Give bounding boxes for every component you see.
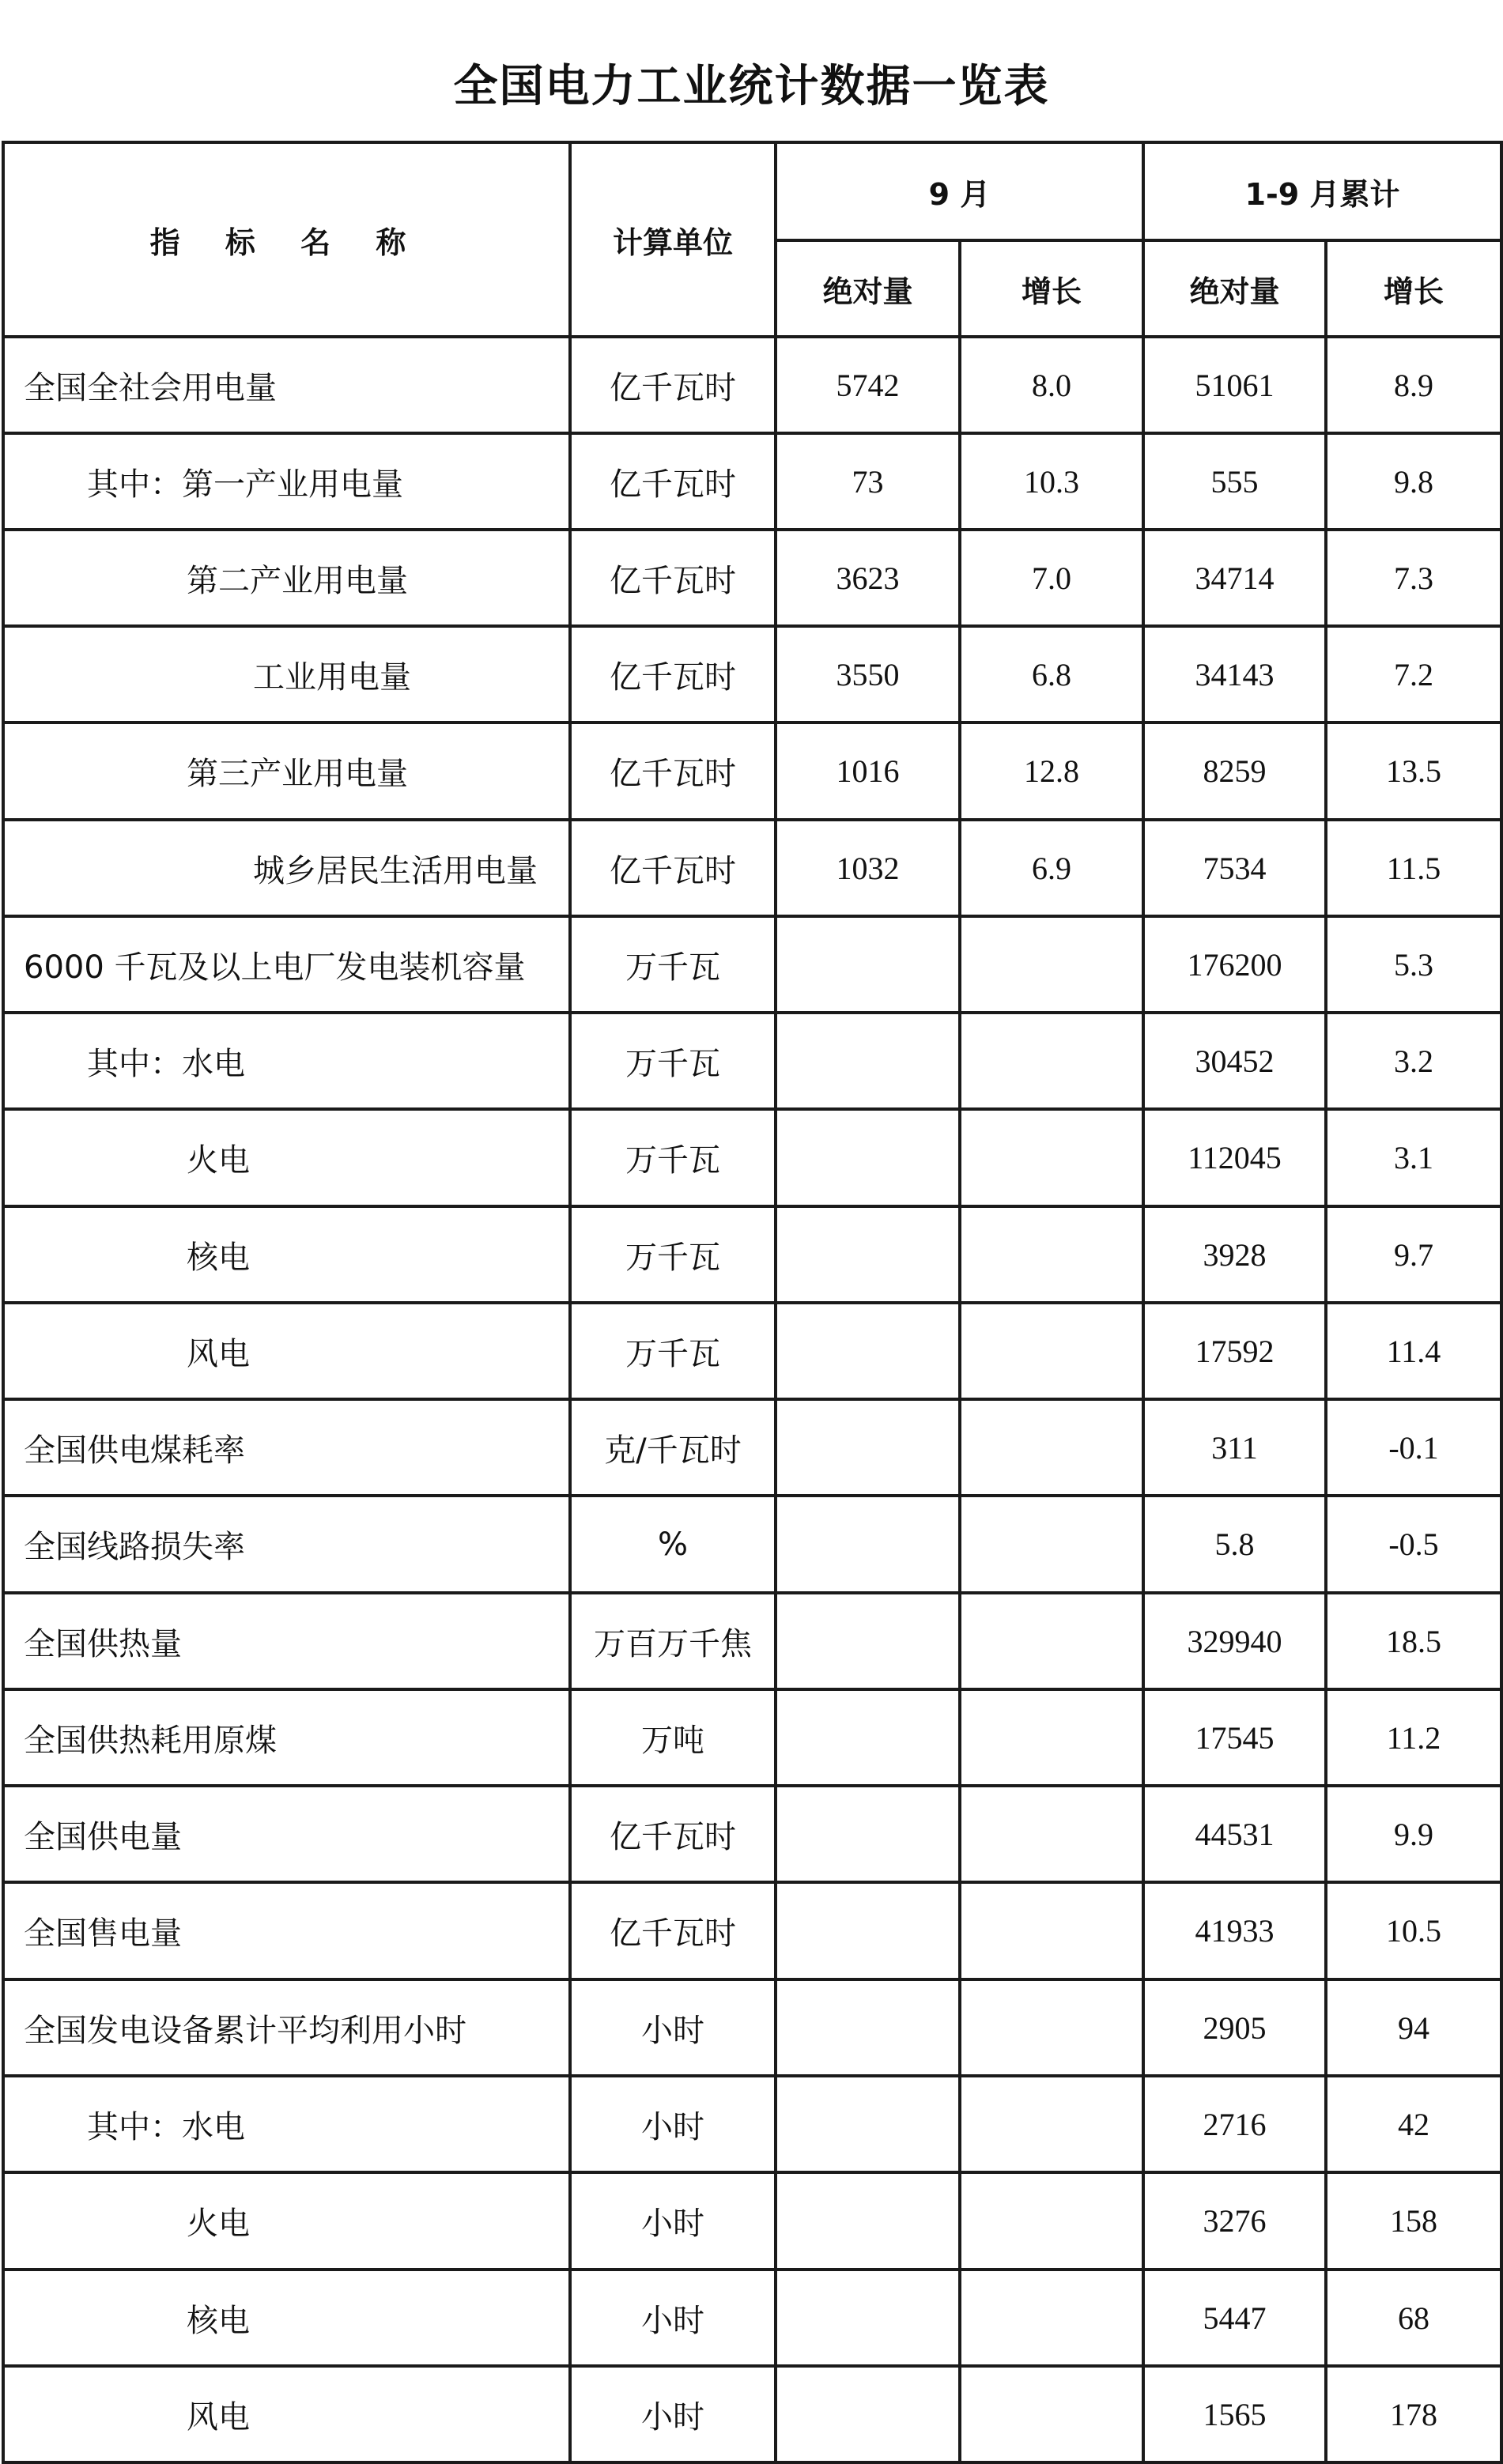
- month-growth-cell: [960, 916, 1143, 1013]
- unit-cell: 亿千瓦时: [570, 433, 776, 530]
- month-absolute-cell: [776, 1593, 960, 1689]
- cumulative-absolute-cell: 34143: [1143, 626, 1326, 723]
- cumulative-growth-cell: 11.5: [1326, 820, 1501, 916]
- month-absolute-cell: [776, 1399, 960, 1496]
- cumulative-growth-cell: -0.1: [1326, 1399, 1501, 1496]
- cumulative-absolute-cell: 112045: [1143, 1109, 1326, 1206]
- table-row: [3, 1496, 1501, 1593]
- unit-cell: 小时: [570, 1979, 776, 2076]
- month-absolute-cell: [776, 2366, 960, 2462]
- table-row: [3, 1689, 1501, 1786]
- month-absolute-cell: 1016: [776, 723, 960, 820]
- month-absolute-cell: [776, 1109, 960, 1206]
- cumulative-growth-cell: 5.3: [1326, 916, 1501, 1013]
- month-absolute-cell: 1032: [776, 820, 960, 916]
- unit-cell: 亿千瓦时: [570, 820, 776, 916]
- table-row: [3, 820, 1501, 916]
- month-growth-cell: [960, 2366, 1143, 2462]
- table-row: [3, 337, 1501, 433]
- cumulative-absolute-cell: 5.8: [1143, 1496, 1326, 1593]
- table-row: [3, 2366, 1501, 2462]
- month-absolute-cell: [776, 1496, 960, 1593]
- cumulative-growth-cell: 9.7: [1326, 1206, 1501, 1303]
- indicator-name-cell: 风电: [3, 2366, 570, 2462]
- cumulative-absolute-cell: 7534: [1143, 820, 1326, 916]
- cumulative-absolute-cell: 17592: [1143, 1303, 1326, 1399]
- indicator-name-cell: 火电: [3, 1109, 570, 1206]
- month-growth-cell: 6.8: [960, 626, 1143, 723]
- cumulative-growth-cell: 7.3: [1326, 530, 1501, 626]
- table-row: [3, 1013, 1501, 1109]
- unit-cell: 亿千瓦时: [570, 1882, 776, 1979]
- month-growth-cell: 7.0: [960, 530, 1143, 626]
- month-growth-cell: [960, 2076, 1143, 2172]
- cumulative-growth-cell: 158: [1326, 2172, 1501, 2270]
- cumulative-absolute-cell: 30452: [1143, 1013, 1326, 1109]
- indicator-name-cell: 第二产业用电量: [3, 530, 570, 626]
- cumulative-growth-cell: 11.2: [1326, 1689, 1501, 1786]
- header-month-absolute: 绝对量: [776, 240, 960, 337]
- table-header: [3, 142, 1501, 337]
- month-absolute-cell: [776, 1979, 960, 2076]
- month-growth-cell: 12.8: [960, 723, 1143, 820]
- indicator-name-cell: 全国全社会用电量: [3, 337, 570, 433]
- month-growth-cell: [960, 1496, 1143, 1593]
- cumulative-absolute-cell: 34714: [1143, 530, 1326, 626]
- indicator-name-cell: 全国售电量: [3, 1882, 570, 1979]
- cumulative-absolute-cell: 17545: [1143, 1689, 1326, 1786]
- cumulative-growth-cell: 9.8: [1326, 433, 1501, 530]
- cumulative-growth-cell: 94: [1326, 1979, 1501, 2076]
- indicator-name-cell: 第三产业用电量: [3, 723, 570, 820]
- unit-cell: 亿千瓦时: [570, 337, 776, 433]
- unit-cell: %: [570, 1496, 776, 1593]
- indicator-name-cell: 全国供电煤耗率: [3, 1399, 570, 1496]
- cumulative-growth-cell: 42: [1326, 2076, 1501, 2172]
- table-row: [3, 2172, 1501, 2270]
- month-growth-cell: [960, 1882, 1143, 1979]
- cumulative-growth-cell: 18.5: [1326, 1593, 1501, 1689]
- month-absolute-cell: 3623: [776, 530, 960, 626]
- cumulative-absolute-cell: 3928: [1143, 1206, 1326, 1303]
- cumulative-growth-cell: 10.5: [1326, 1882, 1501, 1979]
- cumulative-absolute-cell: 8259: [1143, 723, 1326, 820]
- unit-cell: 克/千瓦时: [570, 1399, 776, 1496]
- unit-cell: 万千瓦: [570, 1109, 776, 1206]
- table-row: [3, 1882, 1501, 1979]
- unit-cell: 小时: [570, 2270, 776, 2366]
- month-absolute-cell: 3550: [776, 626, 960, 723]
- unit-cell: 万百万千焦: [570, 1593, 776, 1689]
- header-cumulative-growth: 增长: [1326, 240, 1501, 337]
- table-row: [3, 1979, 1501, 2076]
- table-row: [3, 433, 1501, 530]
- indicator-name-cell: 其中：水电: [3, 1013, 570, 1109]
- indicator-name-cell: 全国发电设备累计平均利用小时: [3, 1979, 570, 2076]
- table-row: [3, 1303, 1501, 1399]
- table-row: [3, 1593, 1501, 1689]
- cumulative-growth-cell: -0.5: [1326, 1496, 1501, 1593]
- cumulative-growth-cell: 178: [1326, 2366, 1501, 2462]
- indicator-name-cell: 全国供热量: [3, 1593, 570, 1689]
- unit-cell: 小时: [570, 2076, 776, 2172]
- month-growth-cell: [960, 1979, 1143, 2076]
- header-cumulative-absolute: 绝对量: [1143, 240, 1326, 337]
- table-row: [3, 626, 1501, 723]
- unit-cell: 小时: [570, 2366, 776, 2462]
- unit-cell: 亿千瓦时: [570, 723, 776, 820]
- month-growth-cell: [960, 1109, 1143, 1206]
- table-row: [3, 1109, 1501, 1206]
- month-absolute-cell: [776, 2270, 960, 2366]
- cumulative-absolute-cell: 44531: [1143, 1786, 1326, 1882]
- statistics-table: [2, 141, 1503, 2464]
- cumulative-absolute-cell: 311: [1143, 1399, 1326, 1496]
- indicator-name-cell: 其中：水电: [3, 2076, 570, 2172]
- indicator-name-cell: 全国供热耗用原煤: [3, 1689, 570, 1786]
- indicator-name-cell: 火电: [3, 2172, 570, 2270]
- indicator-name-cell: 全国线路损失率: [3, 1496, 570, 1593]
- month-growth-cell: 8.0: [960, 337, 1143, 433]
- cumulative-absolute-cell: 329940: [1143, 1593, 1326, 1689]
- month-absolute-cell: [776, 1303, 960, 1399]
- cumulative-growth-cell: 3.2: [1326, 1013, 1501, 1109]
- month-growth-cell: [960, 1399, 1143, 1496]
- month-growth-cell: [960, 1689, 1143, 1786]
- month-growth-cell: [960, 1206, 1143, 1303]
- indicator-name-cell: 6000 千瓦及以上电厂发电装机容量: [3, 916, 570, 1013]
- month-growth-cell: [960, 1593, 1143, 1689]
- unit-cell: 亿千瓦时: [570, 530, 776, 626]
- header-cumulative: 1-9 月累计: [1143, 142, 1501, 240]
- month-absolute-cell: [776, 1786, 960, 1882]
- table-row: [3, 916, 1501, 1013]
- table-row: [3, 1206, 1501, 1303]
- unit-cell: 小时: [570, 2172, 776, 2270]
- month-absolute-cell: [776, 2172, 960, 2270]
- cumulative-absolute-cell: 2905: [1143, 1979, 1326, 2076]
- table-row: [3, 723, 1501, 820]
- unit-cell: 万千瓦: [570, 1206, 776, 1303]
- indicator-name-cell: 全国供电量: [3, 1786, 570, 1882]
- cumulative-growth-cell: 13.5: [1326, 723, 1501, 820]
- cumulative-growth-cell: 7.2: [1326, 626, 1501, 723]
- month-growth-cell: [960, 1013, 1143, 1109]
- month-absolute-cell: 5742: [776, 337, 960, 433]
- table-row: [3, 530, 1501, 626]
- cumulative-absolute-cell: 176200: [1143, 916, 1326, 1013]
- indicator-name-cell: 核电: [3, 1206, 570, 1303]
- month-growth-cell: 6.9: [960, 820, 1143, 916]
- header-month-growth: 增长: [960, 240, 1143, 337]
- indicator-name-cell: 风电: [3, 1303, 570, 1399]
- indicator-name-cell: 城乡居民生活用电量: [3, 820, 570, 916]
- cumulative-growth-cell: 8.9: [1326, 337, 1501, 433]
- month-growth-cell: [960, 2270, 1143, 2366]
- month-absolute-cell: [776, 1882, 960, 1979]
- table-row: [3, 2270, 1501, 2366]
- indicator-name-cell: 工业用电量: [3, 626, 570, 723]
- cumulative-absolute-cell: 3276: [1143, 2172, 1326, 2270]
- unit-cell: 亿千瓦时: [570, 1786, 776, 1882]
- indicator-name-cell: 其中：第一产业用电量: [3, 433, 570, 530]
- unit-cell: 亿千瓦时: [570, 626, 776, 723]
- header-month: 9 月: [776, 142, 1143, 240]
- unit-cell: 万千瓦: [570, 1303, 776, 1399]
- month-absolute-cell: [776, 1689, 960, 1786]
- month-absolute-cell: [776, 2076, 960, 2172]
- cumulative-growth-cell: 9.9: [1326, 1786, 1501, 1882]
- month-growth-cell: [960, 2172, 1143, 2270]
- header-unit: 计算单位: [570, 142, 776, 337]
- unit-cell: 万千瓦: [570, 916, 776, 1013]
- cumulative-growth-cell: 11.4: [1326, 1303, 1501, 1399]
- cumulative-growth-cell: 68: [1326, 2270, 1501, 2366]
- month-absolute-cell: [776, 1206, 960, 1303]
- cumulative-absolute-cell: 2716: [1143, 2076, 1326, 2172]
- cumulative-absolute-cell: 51061: [1143, 337, 1326, 433]
- month-absolute-cell: 73: [776, 433, 960, 530]
- cumulative-absolute-cell: 5447: [1143, 2270, 1326, 2366]
- indicator-name-cell: 核电: [3, 2270, 570, 2366]
- table-row: [3, 1399, 1501, 1496]
- month-absolute-cell: [776, 916, 960, 1013]
- page-title: 全国电力工业统计数据一览表: [453, 61, 1050, 112]
- table-body: [3, 337, 1501, 2462]
- cumulative-absolute-cell: 555: [1143, 433, 1326, 530]
- month-absolute-cell: [776, 1013, 960, 1109]
- month-growth-cell: [960, 1303, 1143, 1399]
- month-growth-cell: 10.3: [960, 433, 1143, 530]
- table-row: [3, 2076, 1501, 2172]
- cumulative-absolute-cell: 41933: [1143, 1882, 1326, 1979]
- unit-cell: 万千瓦: [570, 1013, 776, 1109]
- cumulative-growth-cell: 3.1: [1326, 1109, 1501, 1206]
- header-indicator-name: 指 标 名 称: [3, 142, 570, 337]
- table-row: [3, 1786, 1501, 1882]
- cumulative-absolute-cell: 1565: [1143, 2366, 1326, 2462]
- unit-cell: 万吨: [570, 1689, 776, 1786]
- month-growth-cell: [960, 1786, 1143, 1882]
